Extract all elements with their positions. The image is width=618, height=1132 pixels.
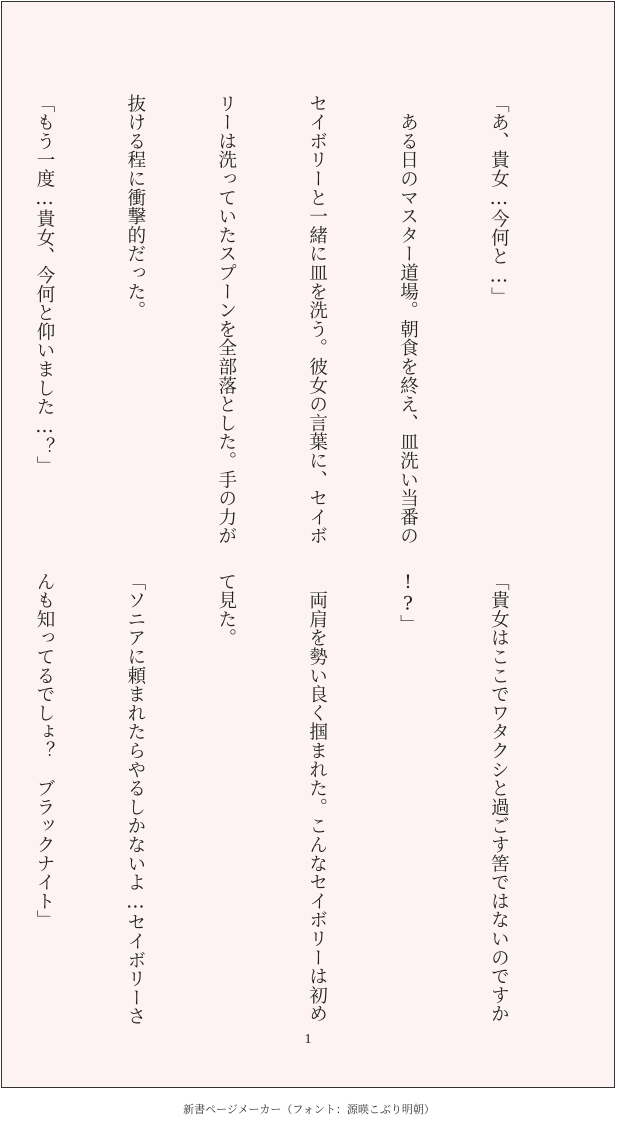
text-line: ある日のマスター道場。朝食を終え、皿洗い当番の xyxy=(397,94,419,546)
text-line: !?」 xyxy=(397,572,419,634)
text-line: 「あ、貴女…今何と…」 xyxy=(488,94,510,306)
text-line: 両肩を勢い良く掴まれた。こんなセイボリーは初め xyxy=(306,572,328,1024)
text-line: 「もう一度…貴女、今何と仰いました…？」 xyxy=(33,94,55,475)
text-line: 「ソニアに頼まれたらやるしかないよ…セイボリーさ xyxy=(124,572,146,1026)
text-line: 「貴女はここでワタクシと過ごす筈ではないのですか xyxy=(488,572,510,1024)
lower-text-block xyxy=(0,572,574,1026)
text-line: リーは洗っていたスプーンを全部落とした。手の力が xyxy=(215,94,237,546)
upper-text-block xyxy=(0,94,574,546)
page-number: 1 xyxy=(304,1032,312,1047)
manuscript-page xyxy=(1,1,615,1088)
text-line: 抜ける程に衝撃的だった。 xyxy=(124,94,146,320)
text-line: セイボリーと一緒に皿を洗う。彼女の言葉に、セイボ xyxy=(306,94,328,546)
text-line: て見た。 xyxy=(215,572,237,648)
generator-caption: 新書ページメーカー（フォント：源暎こぶり明朝） xyxy=(183,1103,435,1116)
text-line: んも知ってるでしょ？ ブラックナイト」 xyxy=(33,572,55,930)
